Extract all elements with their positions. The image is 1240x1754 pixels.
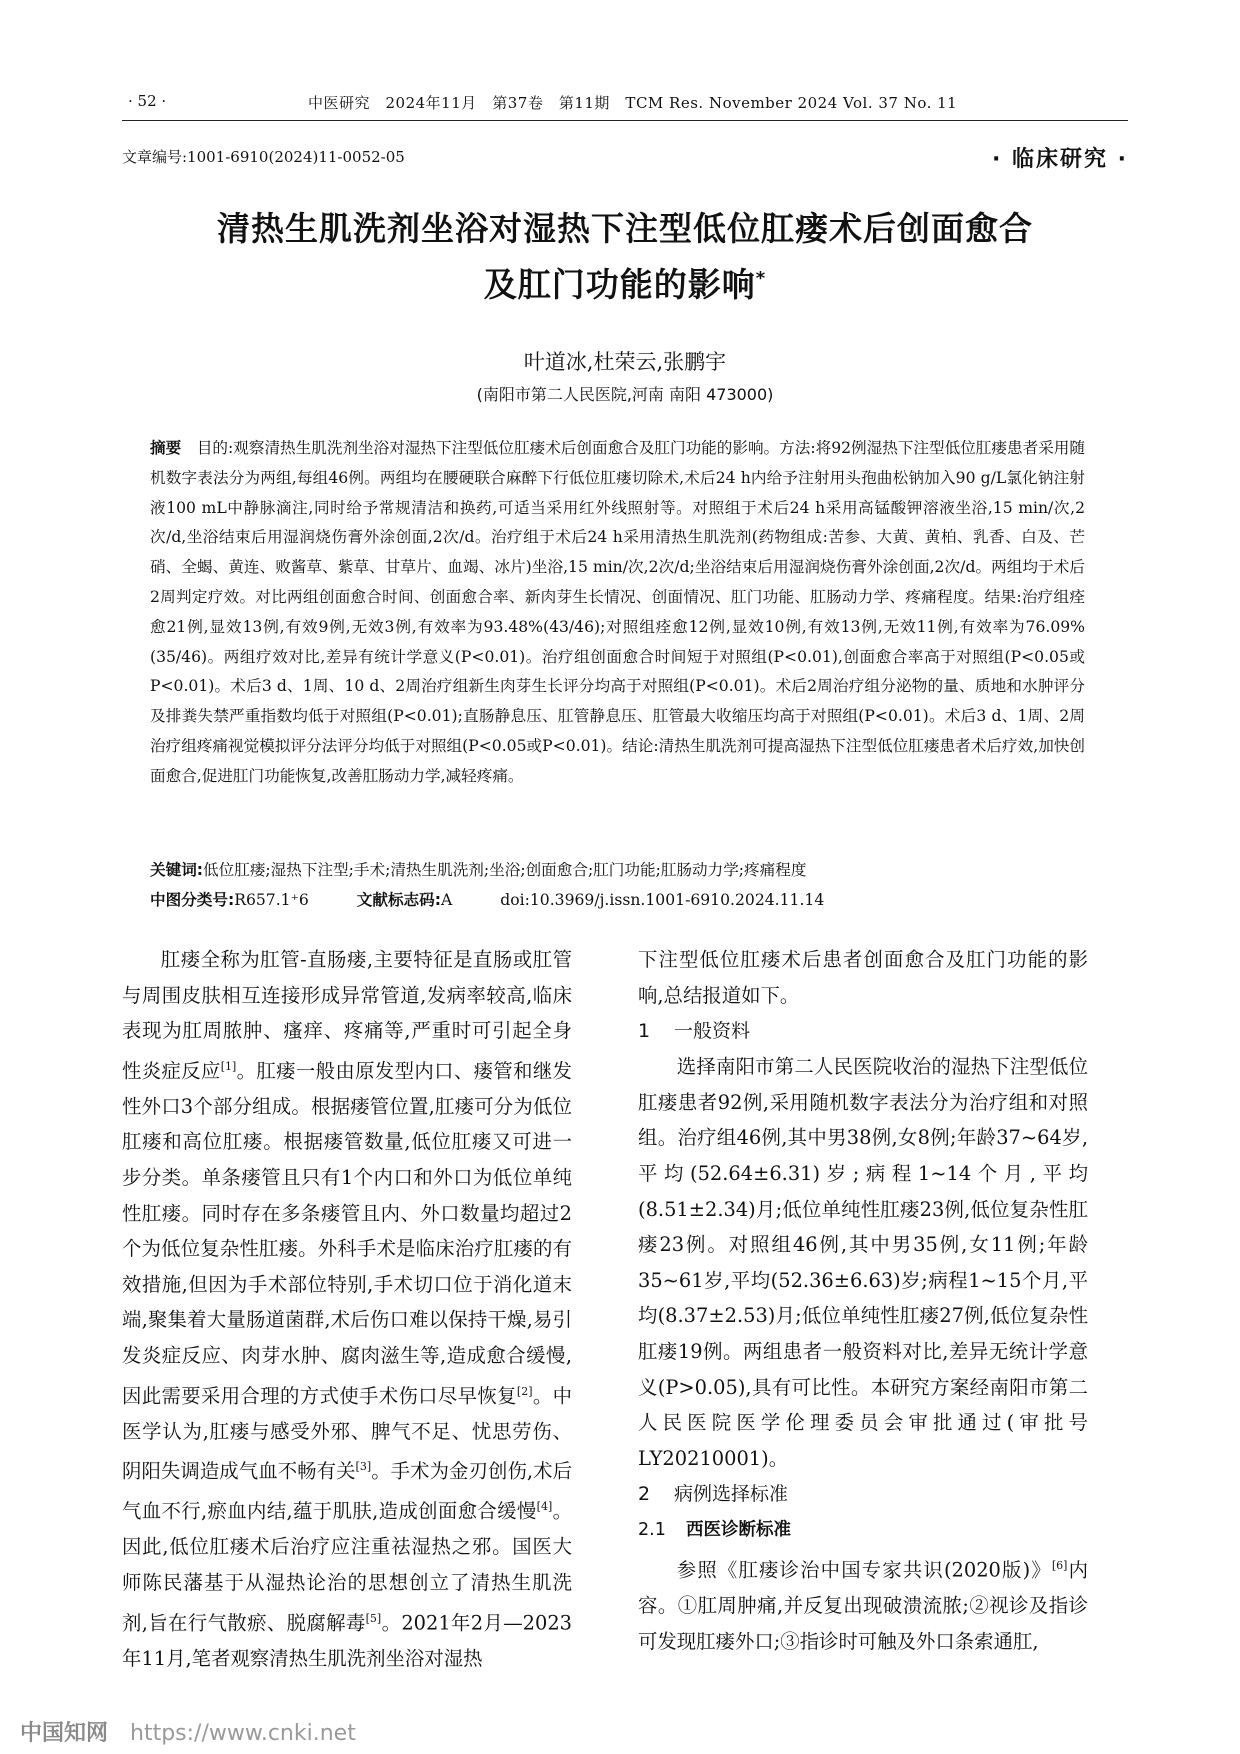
title-footnote-mark: *: [755, 268, 767, 289]
diagnosis-text-2: 内容。①肛周肿痛,并反复出现破溃流脓;②视诊及指诊可发现肛瘘外口;③指诊时可触及外口条索通肛,: [638, 1558, 1089, 1653]
keywords-label: 关键词:: [150, 861, 204, 879]
section-1-title: 一般资料: [674, 1020, 751, 1043]
intro-paragraph: [122, 942, 572, 1676]
intro-text-6: 。2021年2月—2023年11月,笔者观察清热生肌洗剂坐浴对湿热: [122, 1611, 572, 1670]
section-2-1-number: 2.1: [638, 1520, 666, 1541]
abstract: [150, 434, 1085, 792]
article-title: [122, 204, 1128, 310]
title-line-2-text: 及肛门功能的影响: [483, 265, 756, 304]
section-2-1-heading: [638, 1512, 1088, 1548]
general-data-paragraph: 选择南阳市第二人民医院收治的湿热下注型低位肛瘘患者92例,采用随机数字表法分为治疗组和对照组。治疗组46例,其中男38例,女8例;年龄37~64岁,平均(52.64±6.31)岁;病程1~14个月,平均(8.51±2.34)月;低位单纯性肛瘘23例,低位复杂性肛瘘23例。对照组46例,其中男35例,女11例;年龄35~61岁,平均(52.36±6.63)岁;病程1~15个月,平均(8.37±2.53)月;低位单纯性肛瘘27例,低位复杂性肛瘘19例。两组患者一般资料对比,差异无统计学意义(P>0.05),具有可比性。本研究方案经南阳市第二人民医院医学伦理委员会审批通过(审批号LY20210001)。: [638, 1055, 1088, 1470]
article-number: 文章编号:1001-6910(2024)11-0052-05: [122, 148, 405, 166]
body-left-column: [122, 942, 572, 1676]
intro-continuation: 下注型低位肛瘘术后患者创面愈合及肛门功能的影响,总结报道如下。: [638, 948, 1088, 1007]
section-1-heading: [638, 1013, 1088, 1049]
ref-5[interactable]: [5]: [365, 1611, 382, 1625]
keywords-text: 低位肛瘘;湿热下注型;手术;清热生肌洗剂;坐浴;创面愈合;肛门功能;肛肠动力学;疼痛程度: [203, 861, 807, 879]
classification-line: [150, 886, 1085, 915]
cnki-logo: 中国知网: [20, 1721, 109, 1746]
section-2-1-title: 西医诊断标准: [686, 1520, 791, 1541]
authors: 叶道冰,杜荣云,张鹏宇: [523, 350, 727, 374]
intro-text-3: 。中医学认为,肛瘘与感受外邪、脾气不足、忧思劳伤、阴阳失调造成气血不畅有关: [122, 1384, 573, 1483]
doc-code-value: A: [440, 891, 453, 909]
ref-3[interactable]: [3]: [355, 1460, 372, 1474]
doi: doi:10.3969/j.issn.1001-6910.2024.11.14: [500, 891, 825, 909]
body-right-column: [638, 942, 1088, 1660]
ref-2[interactable]: [2]: [516, 1384, 533, 1398]
abstract-label: 摘要: [150, 439, 182, 457]
clc-label: 中图分类号:: [150, 891, 235, 909]
section-2-heading: [638, 1476, 1088, 1512]
ref-1[interactable]: [1]: [220, 1059, 237, 1073]
intro-text-2: 。肛瘘一般由原发型内口、瘘管和继发性外口3个部分组成。根据瘘管位置,肛瘘可分为低位肛瘘和高位肛瘘。根据瘘管数量,低位肛瘘又可进一步分类。单条瘘管且只有1个内口和外口为低位单纯性肛瘘。同时存在多条瘘管且内、外口数量均超过2个为低位复杂性肛瘘。外科手术是临床治疗肛瘘的有效措施,但因为手术部位特别,手术切口位于消化道末端,聚集着大量肠道菌群,术后伤口难以保持干燥,易引发炎症反应、肉芽水肿、腐肉滋生等,造成愈合缓慢,因此需要采用合理的方式使手术伤口尽早恢复: [122, 1059, 573, 1408]
section-1-number: 1: [638, 1020, 651, 1043]
abstract-text: 目的:观察清热生肌洗剂坐浴对湿热下注型低位肛瘘术后创面愈合及肛门功能的影响。方法:将92例湿热下注型低位肛瘘患者采用随机数字表法分为两组,每组46例。两组均在腰硬联合麻醉下行低位肛瘘切除术,术后24 h内给予注射用头孢曲松钠加入90 g/L氯化钠注射液100 mL中静脉滴注,同时给予常规清洁和换药,可适当采用红外线照射等。对照组于术后24 h采用高锰酸钾溶液坐浴,15 min/次,2次/d,坐浴结束后用湿润烧伤膏外涂创面,2次/d。治疗组于术后24 h采用清热生肌洗剂(药物组成:苦参、大黄、黄柏、乳香、白及、芒硝、全蝎、黄连、败酱草、紫草、甘草片、血竭、冰片)坐浴,15 min/次,2次/d;坐浴结束后用湿润烧伤膏外涂创面,2次/d。两组均于术后2周判定疗效。对比两组创面愈合时间、创面愈合率、新肉芽生长情况、创面情况、肛门功能、肛肠动力学、疼痛程度。结果:治疗组痊愈21例,显效13例,有效9例,无效3例,有效率为93.48%(43/46);对照组痊愈12例,显效10例,有效13例,无效11例,有效率为76.09%(35/46)。两组疗效对比,差异有统计学意义(P<0.01)。治疗组创面愈合时间短于对照组(P<0.01),创面愈合率高于对照组(P<0.05或P<0.01)。术后3 d、1周、10 d、2周治疗组新生肉芽生长评分均高于对照组(P<0.01)。术后2周治疗组分泌物的量、质地和水肿评分及排粪失禁严重指数均低于对照组(P<0.01);直肠静息压、肛管静息压、肛管最大收缩压均高于对照组(P<0.01)。术后3 d、1周、2周治疗组疼痛视觉模拟评分法评分均低于对照组(P<0.05或P<0.01)。结论:清热生肌洗剂可提高湿热下注型低位肛瘘患者术后疗效,加快创面愈合,促进肛门功能恢复,改善肛肠动力学,减轻疼痛。: [150, 439, 1085, 785]
page-number: · 52 ·: [128, 92, 167, 110]
affiliation: (南阳市第二人民医院,河南 南阳 473000): [476, 385, 774, 404]
diagnosis-text-1: 参照《肛瘘诊治中国专家共识(2020版)》: [676, 1558, 1052, 1582]
ref-4[interactable]: [4]: [536, 1500, 553, 1514]
journal-citation-line: 中医研究 2024年11月 第37卷 第11期 TCM Res. November 2024 Vol. 37 No. 11: [308, 94, 958, 112]
section-2-title: 病例选择标准: [674, 1483, 789, 1506]
intro-text-1: 肛瘘全称为肛管-直肠瘘,主要特征是直肠或肛管与周围皮肤相互连接形成异常管道,发病率较高,临床表现为肛周脓肿、瘙痒、疼痛等,严重时可引起全身性炎症反应: [122, 948, 572, 1083]
intro-text-4: 。手术为金刃创伤,术后气血不行,瘀血内结,蕴于肌肤,造成创面愈合缓慢: [122, 1459, 572, 1523]
header-rule: [122, 120, 1128, 121]
clc-value: R657.1⁺6: [234, 891, 309, 909]
section-tag: · 临床研究 ·: [991, 147, 1128, 172]
ref-6[interactable]: [6]: [1051, 1559, 1068, 1573]
cnki-url[interactable]: https://www.cnki.net: [130, 1721, 356, 1746]
diagnosis-paragraph: [638, 1548, 1088, 1659]
intro-text-5: 。因此,低位肛瘘术后治疗应注重祛湿热之邪。国医大师陈民藩基于从湿热论治的思想创立了清热生肌洗剂,旨在行气散瘀、脱腐解毒: [122, 1499, 573, 1635]
keywords: [150, 856, 1085, 885]
title-line-1: 清热生肌洗剂坐浴对湿热下注型低位肛瘘术后创面愈合: [217, 209, 1033, 248]
running-header: [128, 92, 1128, 118]
doc-code-label: 文献标志码:: [356, 891, 441, 909]
section-2-number: 2: [638, 1483, 651, 1506]
cnki-watermark: [20, 1716, 356, 1747]
title-line-2: [122, 254, 1128, 310]
